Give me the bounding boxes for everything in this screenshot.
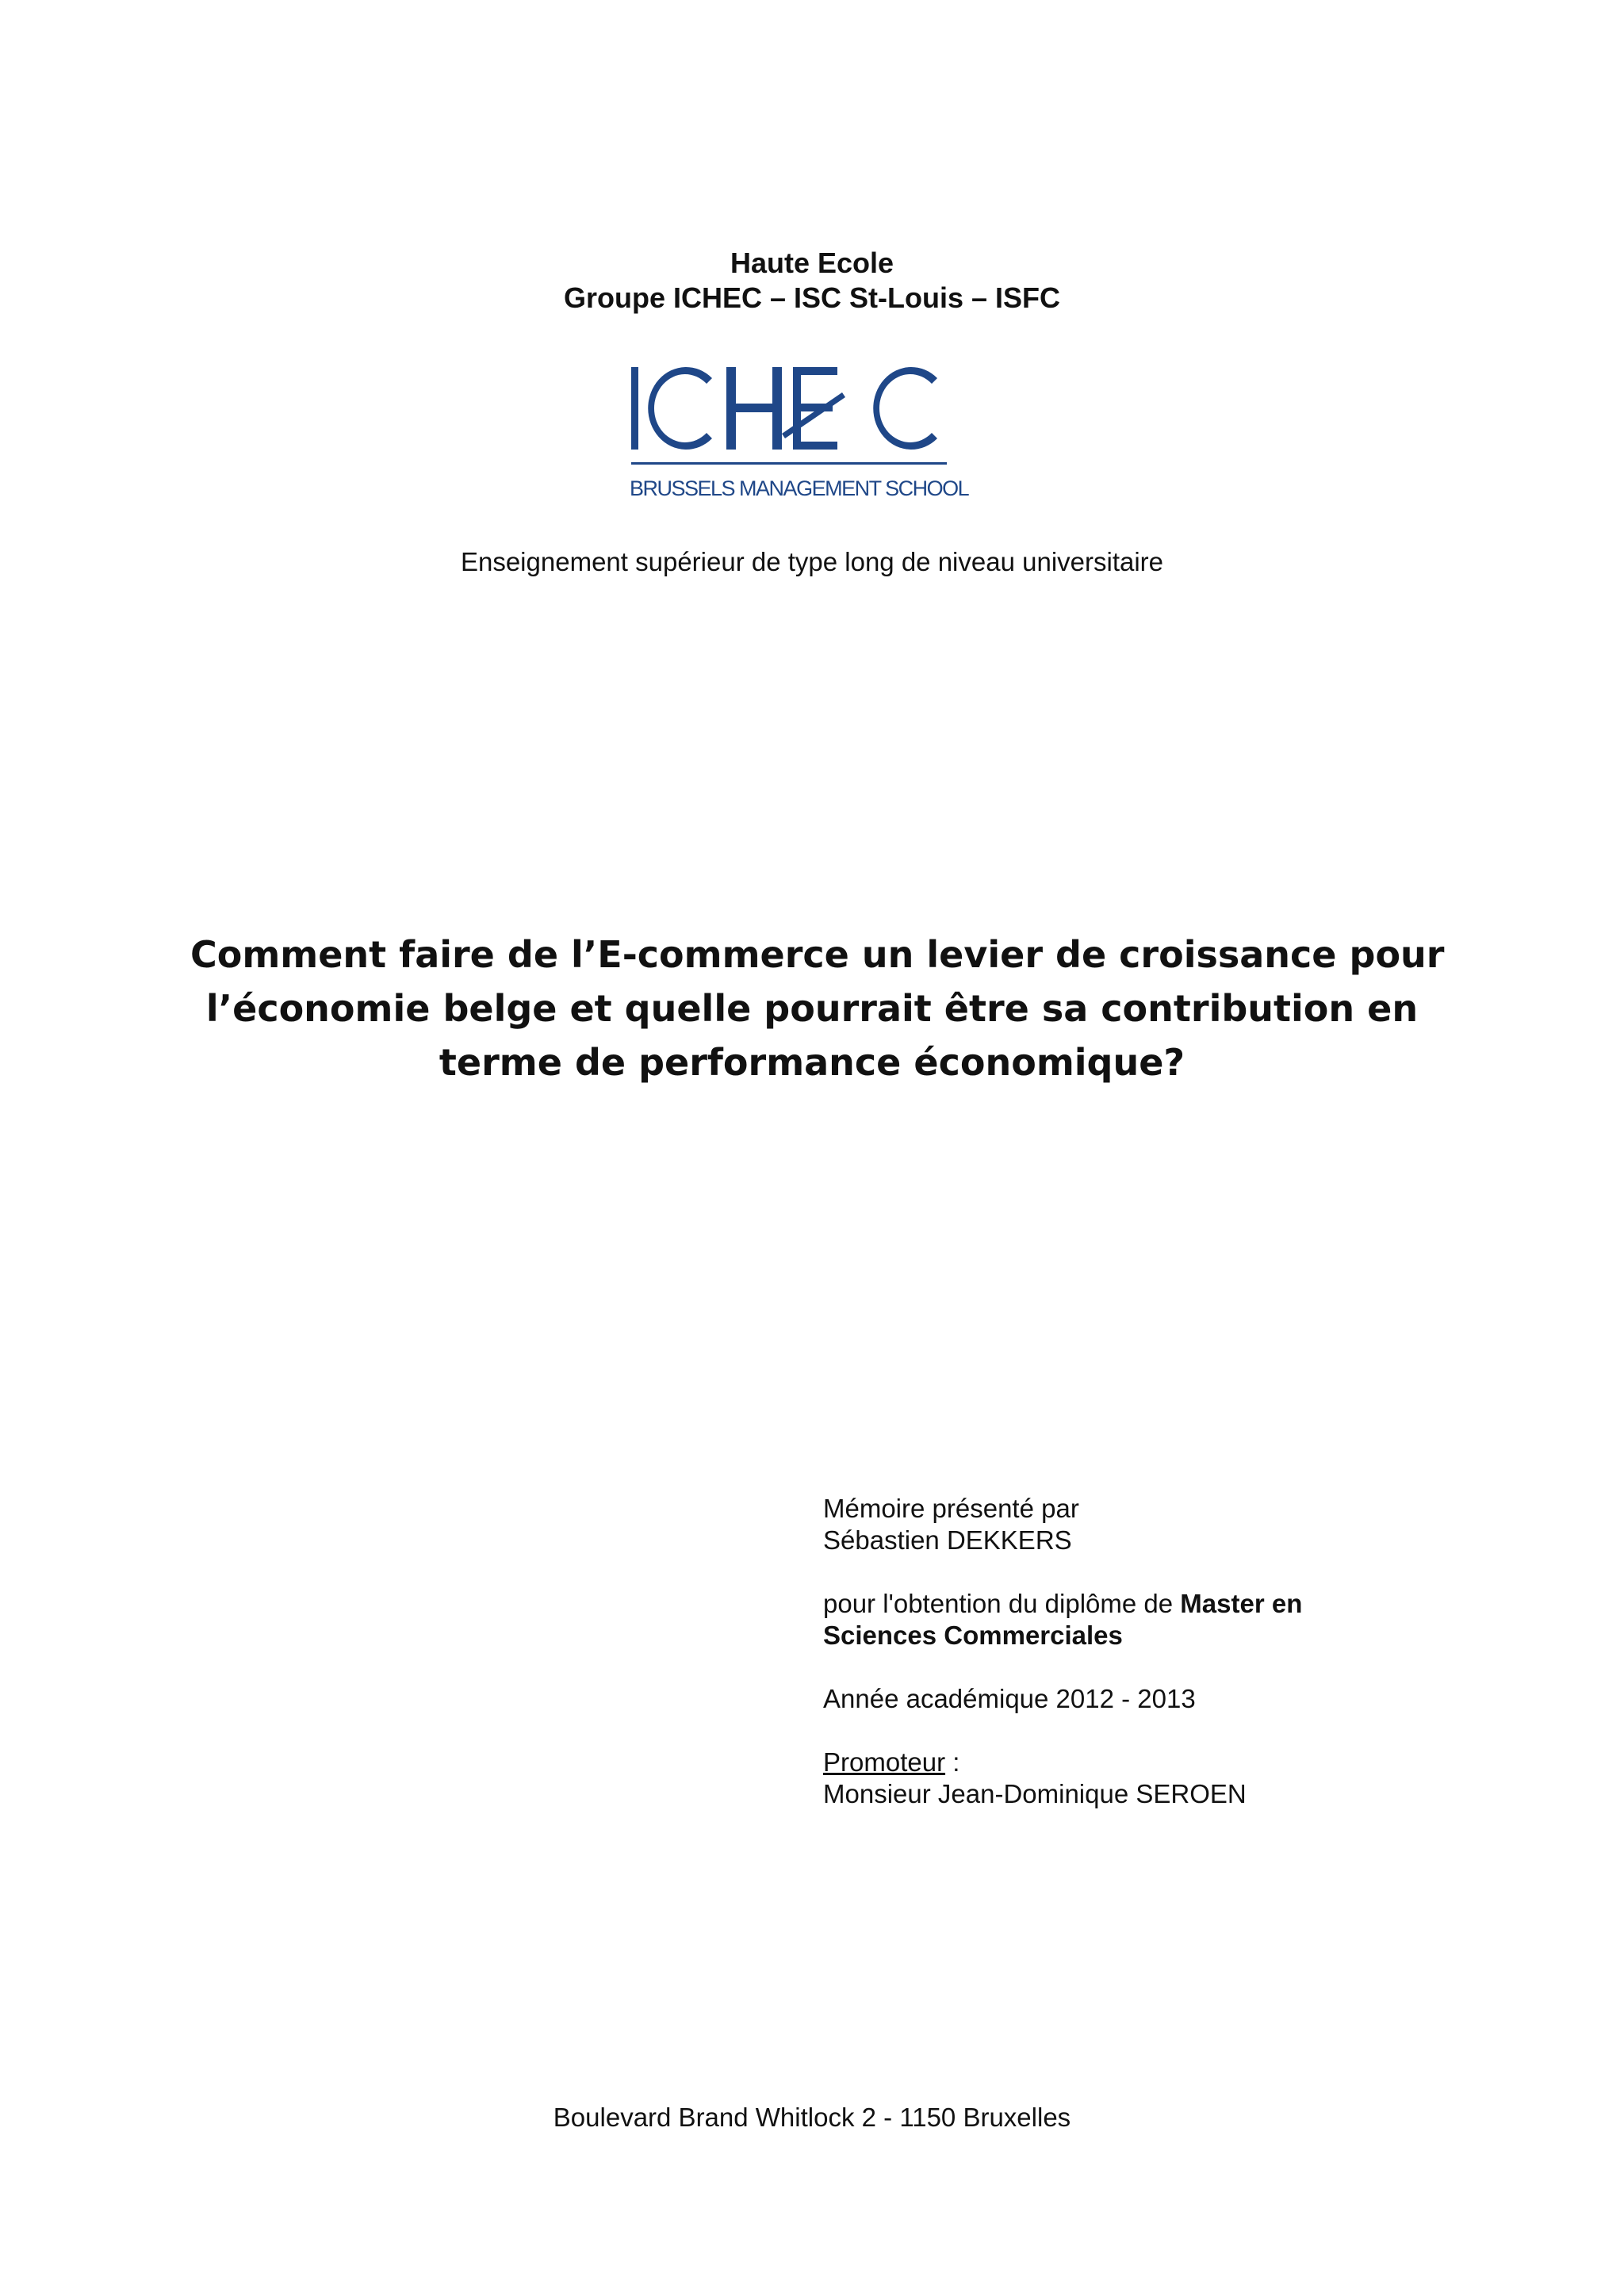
thesis-title-line: terme de performance économique? bbox=[439, 1041, 1185, 1084]
thesis-info-block bbox=[823, 1493, 1394, 1810]
header-line-groupe: Groupe ICHEC – ISC St-Louis – ISFC bbox=[563, 281, 1061, 314]
subtitle: Enseignement supérieur de type long de niveau universitaire bbox=[460, 547, 1164, 576]
diploma-name-part-2: Sciences Commerciales bbox=[823, 1621, 1123, 1650]
header-line-haute-ecole: Haute Ecole bbox=[730, 247, 894, 279]
author-name: Sébastien DEKKERS bbox=[823, 1525, 1072, 1555]
promoter-heading bbox=[823, 1747, 1394, 1778]
promoter-label: Promoteur bbox=[823, 1747, 946, 1777]
thesis-title-line: Comment faire de l’E-commerce un levier de croissance pour bbox=[190, 933, 1445, 976]
logo-tagline: BRUSSELS MANAGEMENT SCHOOL bbox=[630, 476, 969, 500]
address-footer: Boulevard Brand Whitlock 2 - 1150 Bruxelles bbox=[553, 2103, 1071, 2132]
ichec-logo bbox=[626, 361, 969, 503]
diploma-line-1 bbox=[823, 1588, 1394, 1620]
academic-year: Année académique 2012 - 2013 bbox=[823, 1684, 1196, 1713]
diploma-name-part-1: Master en bbox=[1180, 1589, 1303, 1618]
presented-by-label: Mémoire présenté par bbox=[823, 1494, 1079, 1523]
diploma-line-2 bbox=[823, 1620, 1394, 1651]
thesis-title bbox=[190, 928, 1445, 1089]
promoter-separator: : bbox=[945, 1747, 960, 1777]
institution-header bbox=[0, 246, 1624, 316]
diploma-prefix: pour l'obtention du diplôme de bbox=[823, 1589, 1174, 1618]
thesis-title-line: l’économie belge et quelle pourrait être sa contribution en bbox=[205, 987, 1419, 1030]
promoter-name: Monsieur Jean-Dominique SEROEN bbox=[823, 1779, 1247, 1808]
